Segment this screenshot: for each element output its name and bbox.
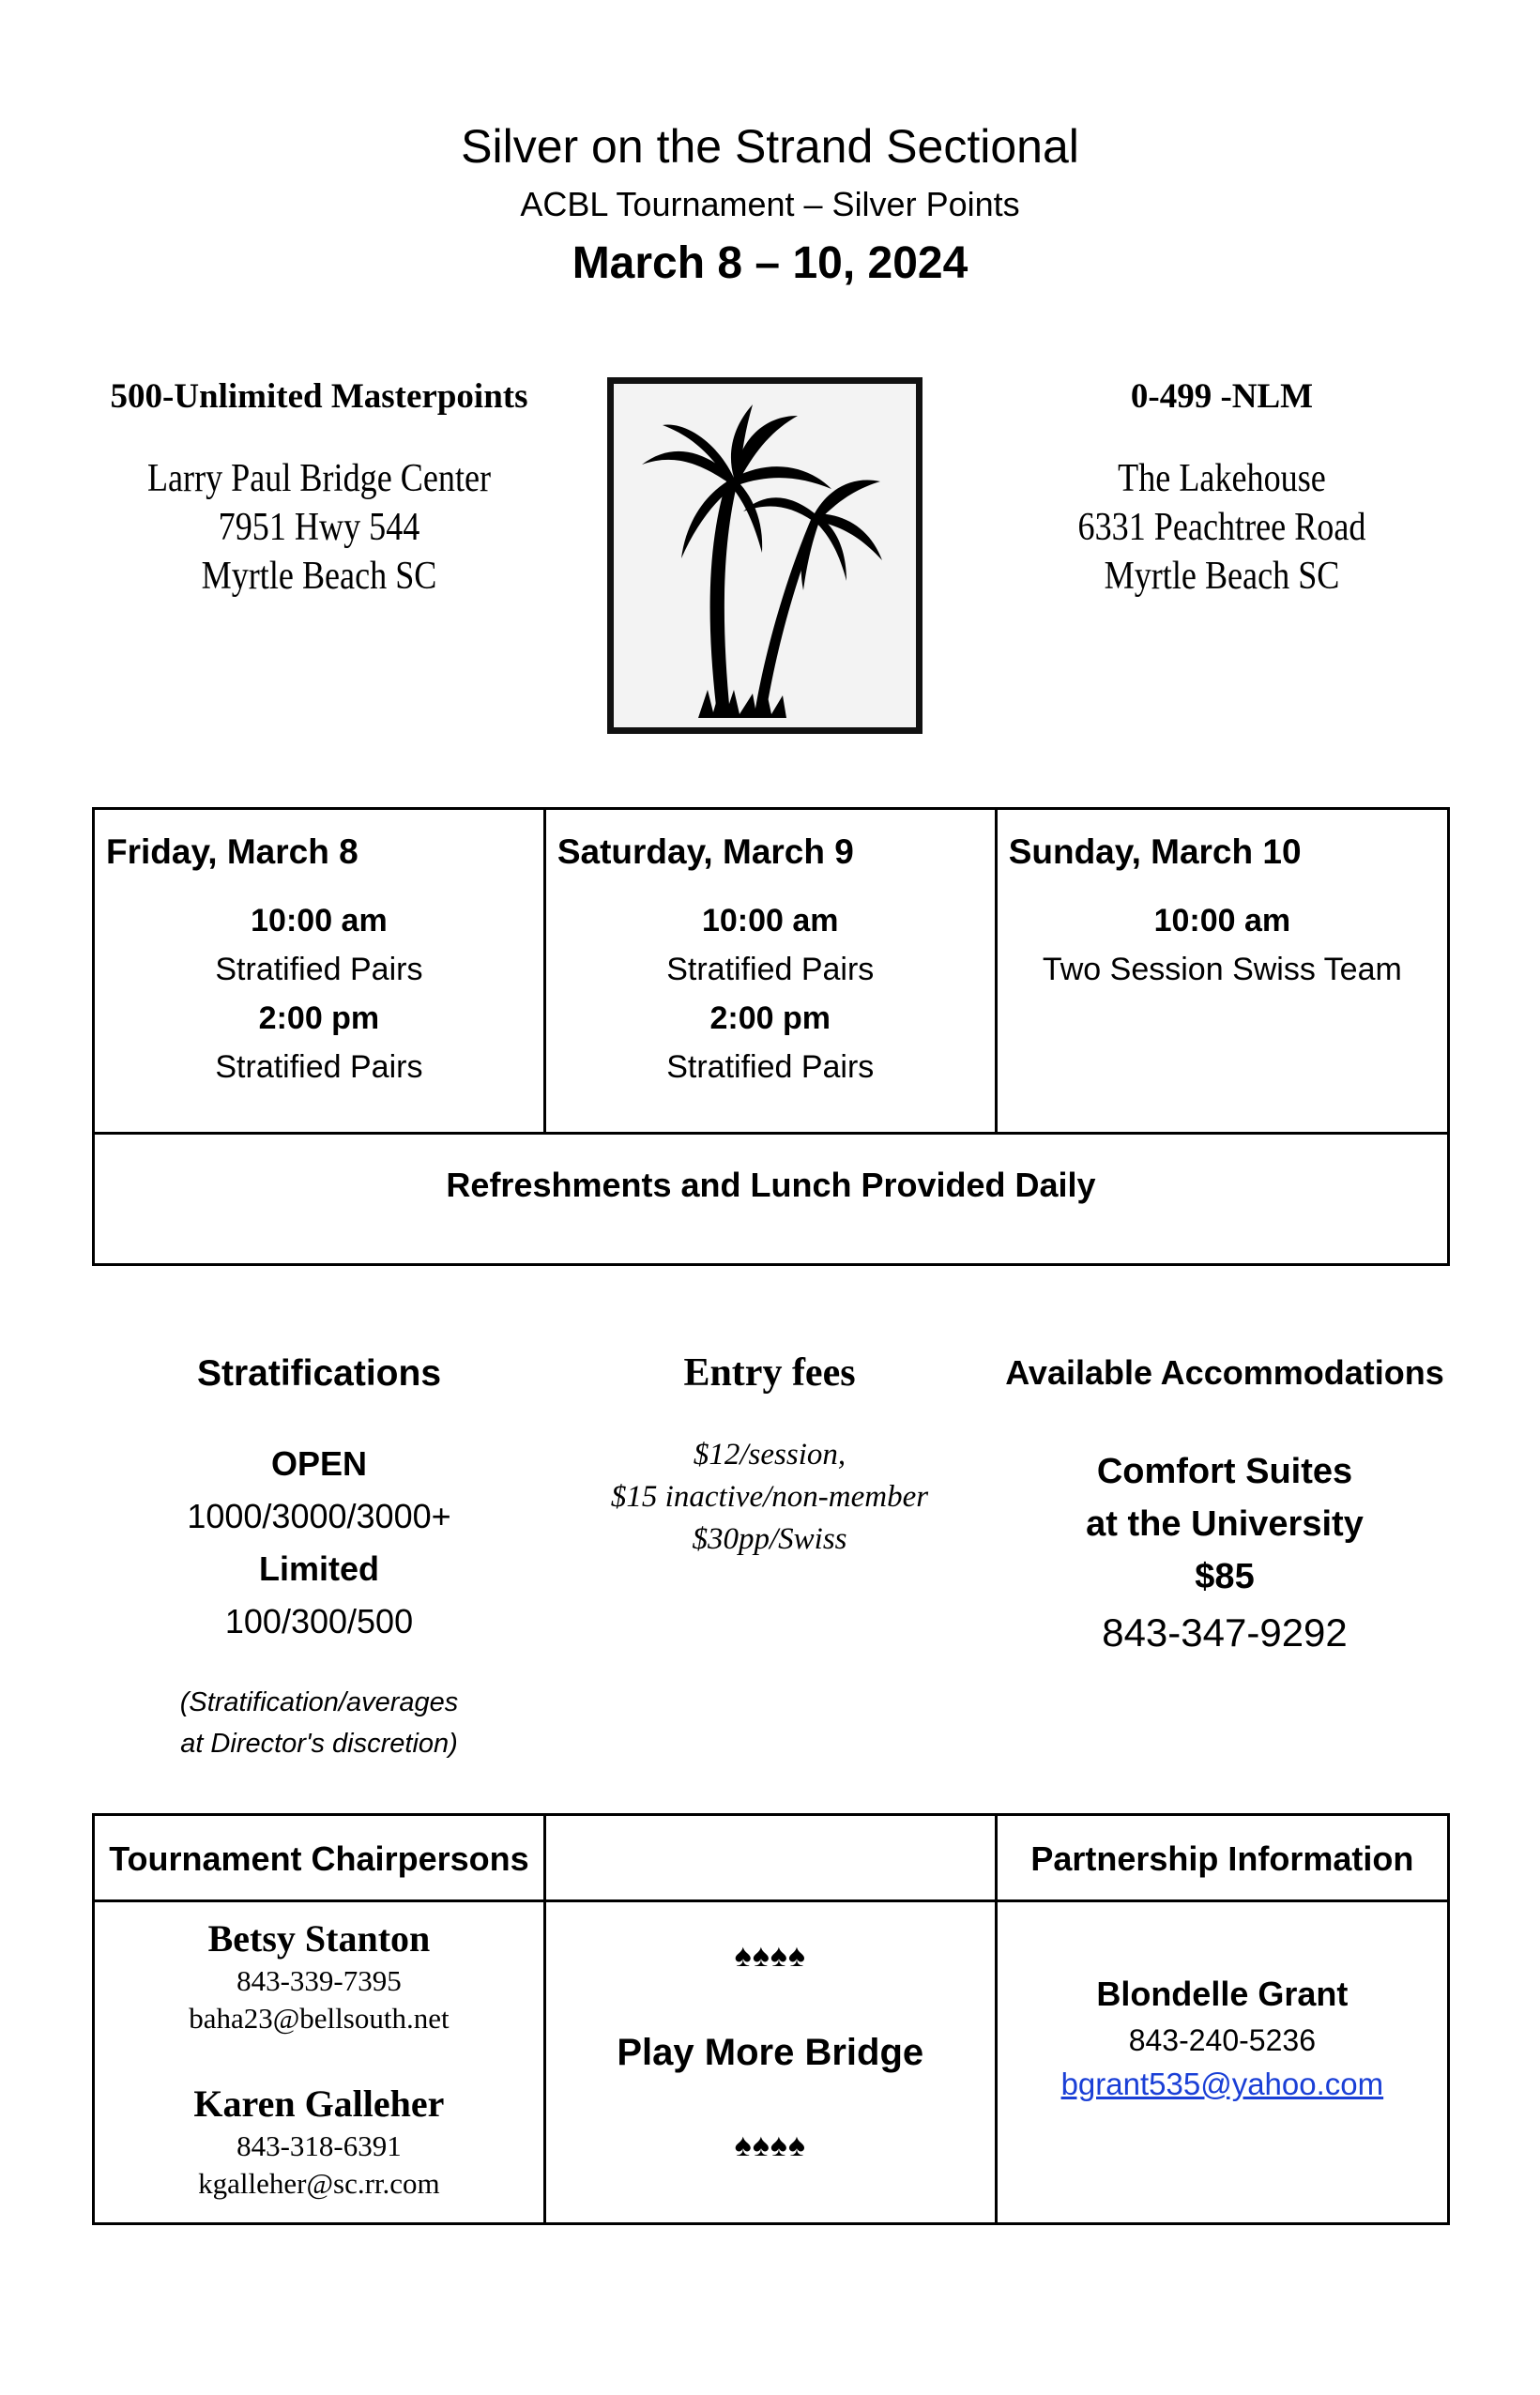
session-time: 10:00 am: [251, 903, 388, 938]
partner-email-link[interactable]: bgrant535@yahoo.com: [1060, 2067, 1384, 2101]
hotel-price: $85: [1195, 1557, 1255, 1596]
limited-label: Limited: [258, 1549, 379, 1588]
spade-suits-icon: ♠♠♠♠: [734, 2128, 806, 2163]
stratification-note: at Director's discretion): [180, 1729, 458, 1759]
empty-header-cell: [544, 1815, 996, 1901]
entry-fees-heading: Entry fees: [683, 1351, 856, 1395]
stratifications-section: [84, 1351, 554, 1764]
chair-email: kgalleher@sc.rr.com: [198, 2167, 440, 2200]
schedule-table: [92, 807, 1450, 1266]
accommodations-section: [985, 1351, 1464, 1663]
stratification-note: (Stratification/averages: [179, 1687, 459, 1717]
session-event: Stratified Pairs: [666, 1049, 875, 1085]
limited-values: 100/300/500: [224, 1602, 414, 1640]
venue-right-line: The Lakehouse: [1118, 457, 1326, 500]
spade-suits-icon: ♠♠♠♠: [734, 1938, 806, 1974]
venue-left: [84, 375, 554, 601]
day-title: Sunday, March 10: [1008, 832, 1302, 871]
chair-phone: 843-318-6391: [236, 2129, 402, 2162]
schedule-day-sunday: [996, 809, 1448, 1134]
event-dates: March 8 – 10, 2024: [572, 238, 968, 288]
fee-line: $15 inactive/non-member: [610, 1480, 929, 1514]
stratifications-heading: Stratifications: [196, 1353, 442, 1394]
day-title: Friday, March 8: [106, 832, 358, 871]
open-label: OPEN: [270, 1444, 368, 1483]
chair-name: Betsy Stanton: [207, 1917, 431, 1960]
venue-left-line: 7951 Hwy 544: [218, 506, 420, 549]
venue-left-line: Myrtle Beach SC: [201, 555, 437, 598]
partnership-cell: [996, 1901, 1448, 2224]
contacts-table: [92, 1813, 1450, 2225]
page-subtitle: ACBL Tournament – Silver Points: [520, 185, 1020, 223]
session-time: 2:00 pm: [709, 1000, 831, 1036]
venue-left-heading: 500-Unlimited Masterpoints: [110, 377, 528, 416]
session-event: Stratified Pairs: [666, 952, 875, 987]
chair-name: Karen Galleher: [193, 2082, 445, 2125]
venue-right: [987, 375, 1456, 601]
day-title: Saturday, March 9: [557, 832, 854, 871]
chairs-heading: Tournament Chairpersons: [94, 1815, 545, 1901]
schedule-day-friday: [94, 809, 545, 1134]
fee-line: $30pp/Swiss: [692, 1522, 847, 1556]
session-time: 10:00 am: [701, 903, 839, 938]
palm-tree-logo: [607, 377, 922, 734]
partnership-heading: Partnership Information: [996, 1815, 1448, 1901]
slogan-cell: [544, 1901, 996, 2224]
venue-left-line: Larry Paul Bridge Center: [146, 457, 492, 500]
venue-right-heading: 0-499 -NLM: [1130, 377, 1314, 416]
hotel-name: Comfort Suites: [1096, 1452, 1353, 1491]
session-event: Stratified Pairs: [215, 1049, 423, 1085]
open-values: 1000/3000/3000+: [187, 1497, 451, 1535]
hotel-location: at the University: [1086, 1504, 1364, 1544]
refreshments-note: Refreshments and Lunch Provided Daily: [94, 1134, 1449, 1265]
partner-name: Blondelle Grant: [1096, 1975, 1349, 2013]
hotel-phone: 843-347-9292: [1102, 1610, 1348, 1655]
session-event: Two Session Swiss Team: [1042, 952, 1402, 987]
chairs-cell: [94, 1901, 545, 2224]
accommodations-heading: Available Accommodations: [1005, 1353, 1444, 1392]
session-time: 10:00 am: [1153, 903, 1291, 938]
schedule-day-saturday: [544, 809, 996, 1134]
slogan: Play More Bridge: [617, 2032, 924, 2073]
session-time: 2:00 pm: [258, 1000, 380, 1036]
palm-tree-icon: [614, 384, 916, 727]
session-event: Stratified Pairs: [215, 952, 423, 987]
venue-right-line: Myrtle Beach SC: [1104, 555, 1340, 598]
chair-phone: 843-339-7395: [236, 1964, 402, 1997]
page-title: Silver on the Strand Sectional: [461, 120, 1079, 173]
entry-fees-section: [535, 1350, 1004, 1561]
partner-phone: 843-240-5236: [1128, 2023, 1316, 2057]
chair-email: baha23@bellsouth.net: [189, 2002, 450, 2035]
fee-line: $12/session,: [693, 1438, 846, 1472]
venue-right-line: 6331 Peachtree Road: [1077, 506, 1366, 549]
